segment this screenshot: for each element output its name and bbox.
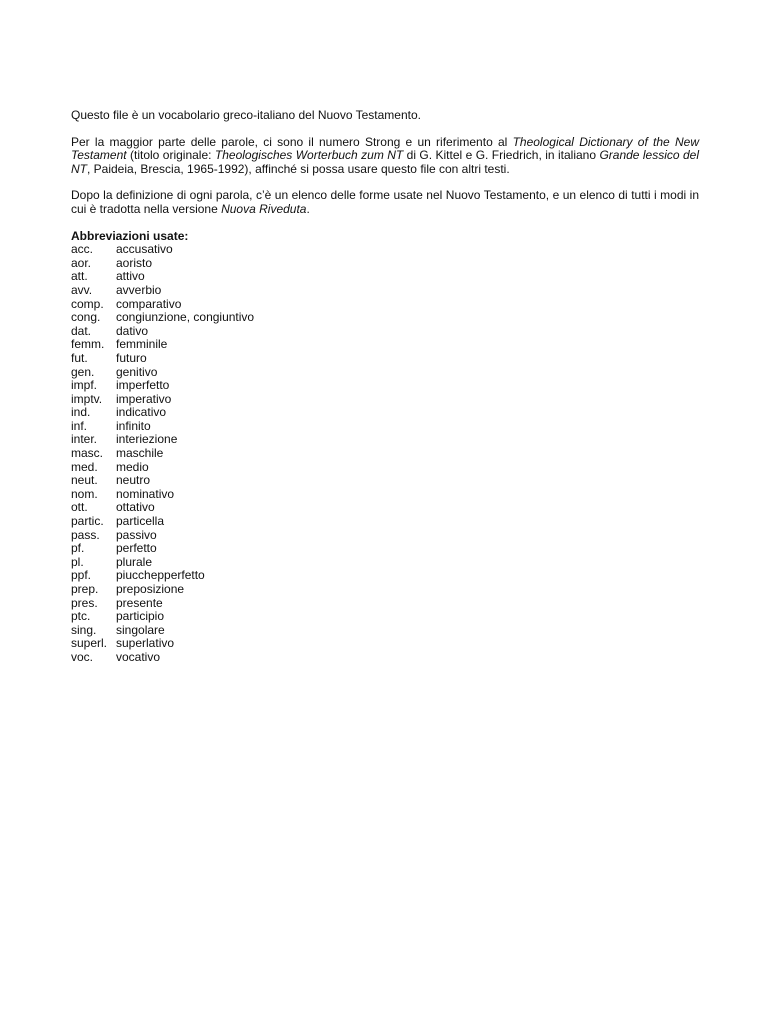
abbreviation-row <box>71 325 699 339</box>
abbreviation-meaning: congiunzione, congiuntivo <box>116 310 255 325</box>
forms-paragraph <box>71 189 699 216</box>
abbreviation-term: prep. <box>71 582 99 596</box>
abbreviation-meaning: medio <box>116 459 149 474</box>
abbreviation-meaning: genitivo <box>116 364 158 379</box>
abbreviation-meaning: dativo <box>116 323 149 338</box>
abbreviation-meaning: imperativo <box>116 391 172 406</box>
abbreviation-term: pl. <box>71 554 84 569</box>
abbreviation-row <box>71 569 699 583</box>
abbreviation-term: med. <box>71 459 98 474</box>
intro-paragraph: Questo file è un vocabolario greco-italiano del Nuovo Testamento. <box>71 108 421 122</box>
para2-text-4: , Paideia, Brescia, 1965-1992), affinché si possa usare questo file con altri testi. <box>87 161 510 176</box>
original-title: Theologisches Worterbuch zum NT <box>214 148 404 163</box>
abbreviation-term: superl. <box>71 636 108 651</box>
abbreviation-term: pass. <box>71 527 100 542</box>
abbreviation-row <box>71 366 699 380</box>
abbreviation-meaning: superlativo <box>116 636 175 651</box>
italian-title: Grande lessico del NT <box>71 148 699 176</box>
abbreviation-meaning: futuro <box>116 350 147 365</box>
abbreviation-row <box>71 583 699 597</box>
abbreviation-row <box>71 501 699 515</box>
para2-text-3: di G. Kittel e G. Friedrich, in italiano <box>403 148 600 163</box>
abbreviation-term: cong. <box>71 310 101 325</box>
abbreviation-meaning: nominativo <box>116 486 175 501</box>
document-page <box>71 109 699 665</box>
abbreviation-row <box>71 529 699 543</box>
abbreviation-term: neut. <box>71 473 98 488</box>
abbreviation-meaning: aoristo <box>116 255 153 270</box>
abbreviation-term: ppf. <box>71 568 92 583</box>
abbreviation-term: fut. <box>71 350 88 365</box>
abbreviation-meaning: perfetto <box>116 541 157 556</box>
abbreviation-meaning: singolare <box>116 622 165 637</box>
abbreviation-meaning: indicativo <box>116 405 167 420</box>
abbreviation-row <box>71 298 699 312</box>
abbreviation-meaning: piucchepperfetto <box>116 568 205 583</box>
abbreviation-row <box>71 406 699 420</box>
abbreviation-row <box>71 474 699 488</box>
abbreviation-term: avv. <box>71 282 93 297</box>
abbreviation-row <box>71 379 699 393</box>
abbreviations-list <box>71 243 699 664</box>
strong-reference-paragraph <box>71 136 699 177</box>
para2-text-1: Per la maggior parte delle parole, ci sono il numero Strong e un riferimento al <box>71 134 513 149</box>
abbreviation-term: nom. <box>71 486 98 501</box>
para3-text-1: Dopo la definizione di ogni parola, c’è un elenco delle forme usate nel Nuovo Testamento, e un elenco di tutti i modi in cui è tradotta nella versione <box>71 188 699 216</box>
abbreviation-row <box>71 393 699 407</box>
abbreviation-row <box>71 488 699 502</box>
abbreviation-meaning: ottativo <box>116 500 155 515</box>
abbreviation-meaning: imperfetto <box>116 378 170 393</box>
abbreviation-meaning: comparativo <box>116 296 182 311</box>
abbreviation-row <box>71 461 699 475</box>
abbreviation-row <box>71 624 699 638</box>
abbreviation-term: inf. <box>71 418 88 433</box>
abbreviation-term: att. <box>71 269 88 284</box>
abbreviation-term: inter. <box>71 432 98 447</box>
abbreviation-row <box>71 284 699 298</box>
abbreviation-term: ptc. <box>71 609 91 624</box>
abbreviation-term: ott. <box>71 500 88 515</box>
abbreviation-meaning: accusativo <box>116 242 173 257</box>
abbreviation-row <box>71 433 699 447</box>
abbreviation-meaning: passivo <box>116 527 157 542</box>
abbreviation-meaning: preposizione <box>116 582 185 596</box>
abbreviation-meaning: vocativo <box>116 649 161 664</box>
abbreviation-term: aor. <box>71 255 92 270</box>
abbreviation-row <box>71 270 699 284</box>
abbreviation-row <box>71 338 699 352</box>
abbreviation-term: comp. <box>71 296 104 311</box>
abbreviation-meaning: neutro <box>116 473 151 488</box>
abbreviation-meaning: interiezione <box>116 432 178 447</box>
tdnt-title: Theological Dictionary of the New Testament <box>71 134 699 163</box>
abbreviation-row <box>71 597 699 611</box>
abbreviation-term: pf. <box>71 541 85 556</box>
abbreviation-row <box>71 556 699 570</box>
abbreviation-meaning: attivo <box>116 269 145 284</box>
abbreviation-row <box>71 610 699 624</box>
abbreviation-row <box>71 243 699 257</box>
abbreviation-row <box>71 637 699 651</box>
abbreviation-meaning: participio <box>116 609 165 624</box>
abbreviation-row <box>71 420 699 434</box>
abbreviation-term: ind. <box>71 405 91 420</box>
abbreviation-meaning: maschile <box>116 446 164 461</box>
abbreviation-meaning: avverbio <box>116 282 162 297</box>
abbreviation-term: partic. <box>71 514 104 529</box>
abbreviation-term: gen. <box>71 364 95 379</box>
abbreviation-row <box>71 542 699 556</box>
abbreviation-row <box>71 447 699 461</box>
abbreviation-term: voc. <box>71 649 94 664</box>
abbreviation-term: femm. <box>71 337 105 352</box>
abbreviation-term: acc. <box>71 242 94 257</box>
abbreviation-term: dat. <box>71 323 92 338</box>
abbreviation-row <box>71 515 699 529</box>
abbreviation-row <box>71 311 699 325</box>
abbreviation-meaning: particella <box>116 514 165 529</box>
abbreviation-term: sing. <box>71 622 97 637</box>
abbreviation-row <box>71 257 699 271</box>
para3-text-2: . <box>306 201 310 216</box>
abbreviation-row <box>71 651 699 665</box>
abbreviation-term: pres. <box>71 595 98 610</box>
version-title: Nuova Riveduta <box>221 201 307 216</box>
para2-text-2: (titolo originale: <box>126 148 215 163</box>
abbreviation-meaning: presente <box>116 595 163 610</box>
abbreviation-row <box>71 352 699 366</box>
abbreviation-meaning: femminile <box>116 337 168 352</box>
abbreviation-meaning: infinito <box>116 418 151 433</box>
abbreviation-term: masc. <box>71 446 104 461</box>
abbreviation-term: impf. <box>71 378 98 393</box>
abbreviation-term: imptv. <box>71 391 103 406</box>
abbreviations-heading: Abbreviazioni usate: <box>71 228 189 243</box>
abbreviation-meaning: plurale <box>116 554 153 569</box>
